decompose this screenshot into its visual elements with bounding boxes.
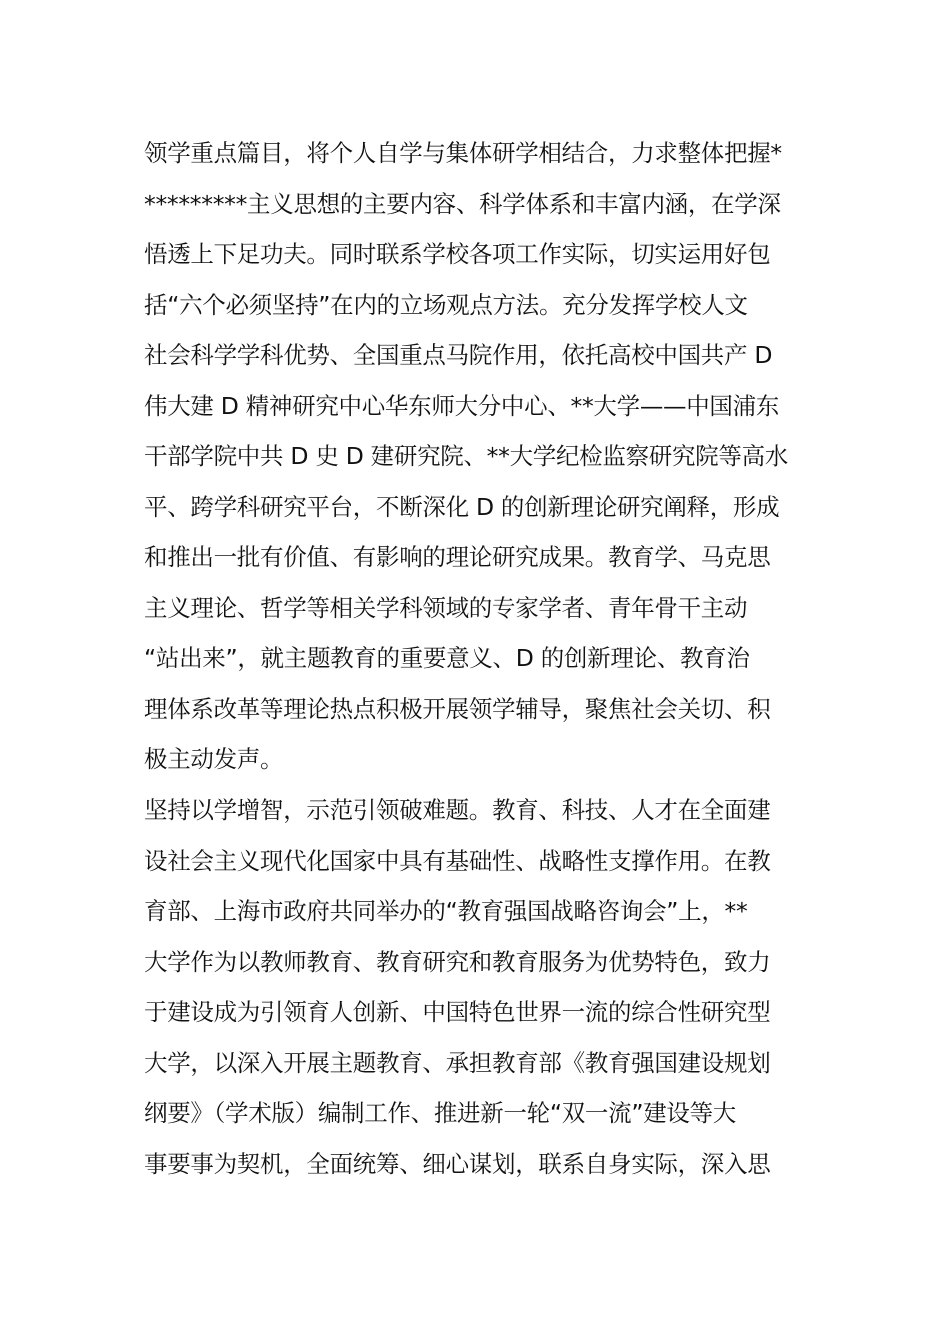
text-line: 干部学院中共 D 史 D 建研究院、**大学纪检监察研究院等高水: [144, 442, 788, 470]
text-line: 平、跨学科研究平台，不断深化 D 的创新理论研究阐释，形成: [144, 492, 780, 521]
text-line: 坚持以学增智，示范引领破难题。教育、科技、人才在全面建: [144, 796, 771, 824]
text-line: 伟大建 D 精神研究中心华东师大分中心、**大学——中国浦东: [144, 391, 780, 420]
paragraph-2: [144, 785, 824, 1189]
text-line: 于建设成为引领育人创新、中国特色世界一流的综合性研究型: [144, 998, 771, 1026]
text-line: 设社会主义现代化国家中具有基础性、战略性支撑作用。在教: [144, 846, 771, 875]
text-line: 纲要》（学术版）编制工作、推进新一轮“双一流”建设等大: [144, 1099, 736, 1127]
text-line: 和推出一批有价值、有影响的理论研究成果。教育学、马克思: [144, 543, 771, 571]
text-line: *********主义思想的主要内容、科学体系和丰富内涵，在学深: [144, 189, 781, 218]
text-line: 大学作为以教师教育、教育研究和教育服务为优势特色，致力: [144, 947, 771, 976]
paragraph-1: [144, 128, 824, 785]
text-line: 社会科学学科优势、全国重点马院作用，依托高校中国共产 D: [144, 341, 773, 369]
text-line: 括“六个必须坚持”在内的立场观点方法。充分发挥学校人文: [144, 290, 748, 319]
text-line: 育部、上海市政府共同举办的“教育强国战略咨询会”上，**: [144, 897, 748, 925]
text-line: 理体系改革等理论热点积极开展领学辅导，聚焦社会关切、积: [144, 694, 771, 723]
text-line: 事要事为契机，全面统筹、细心谋划，联系自身实际，深入思: [144, 1149, 771, 1178]
text-line: 领学重点篇目，将个人自学与集体研学相结合，力求整体把握*: [144, 139, 782, 167]
text-line: 悟透上下足功夫。同时联系学校各项工作实际，切实运用好包: [144, 240, 771, 268]
text-line: 主义理论、哲学等相关学科领域的专家学者、青年骨干主动: [144, 593, 748, 622]
text-line: 极主动发声。: [144, 745, 284, 773]
text-line: “站出来”，就主题教育的重要意义、D 的创新理论、教育治: [144, 644, 750, 672]
text-line: 大学，以深入开展主题教育、承担教育部《教育强国建设规划: [144, 1048, 771, 1077]
